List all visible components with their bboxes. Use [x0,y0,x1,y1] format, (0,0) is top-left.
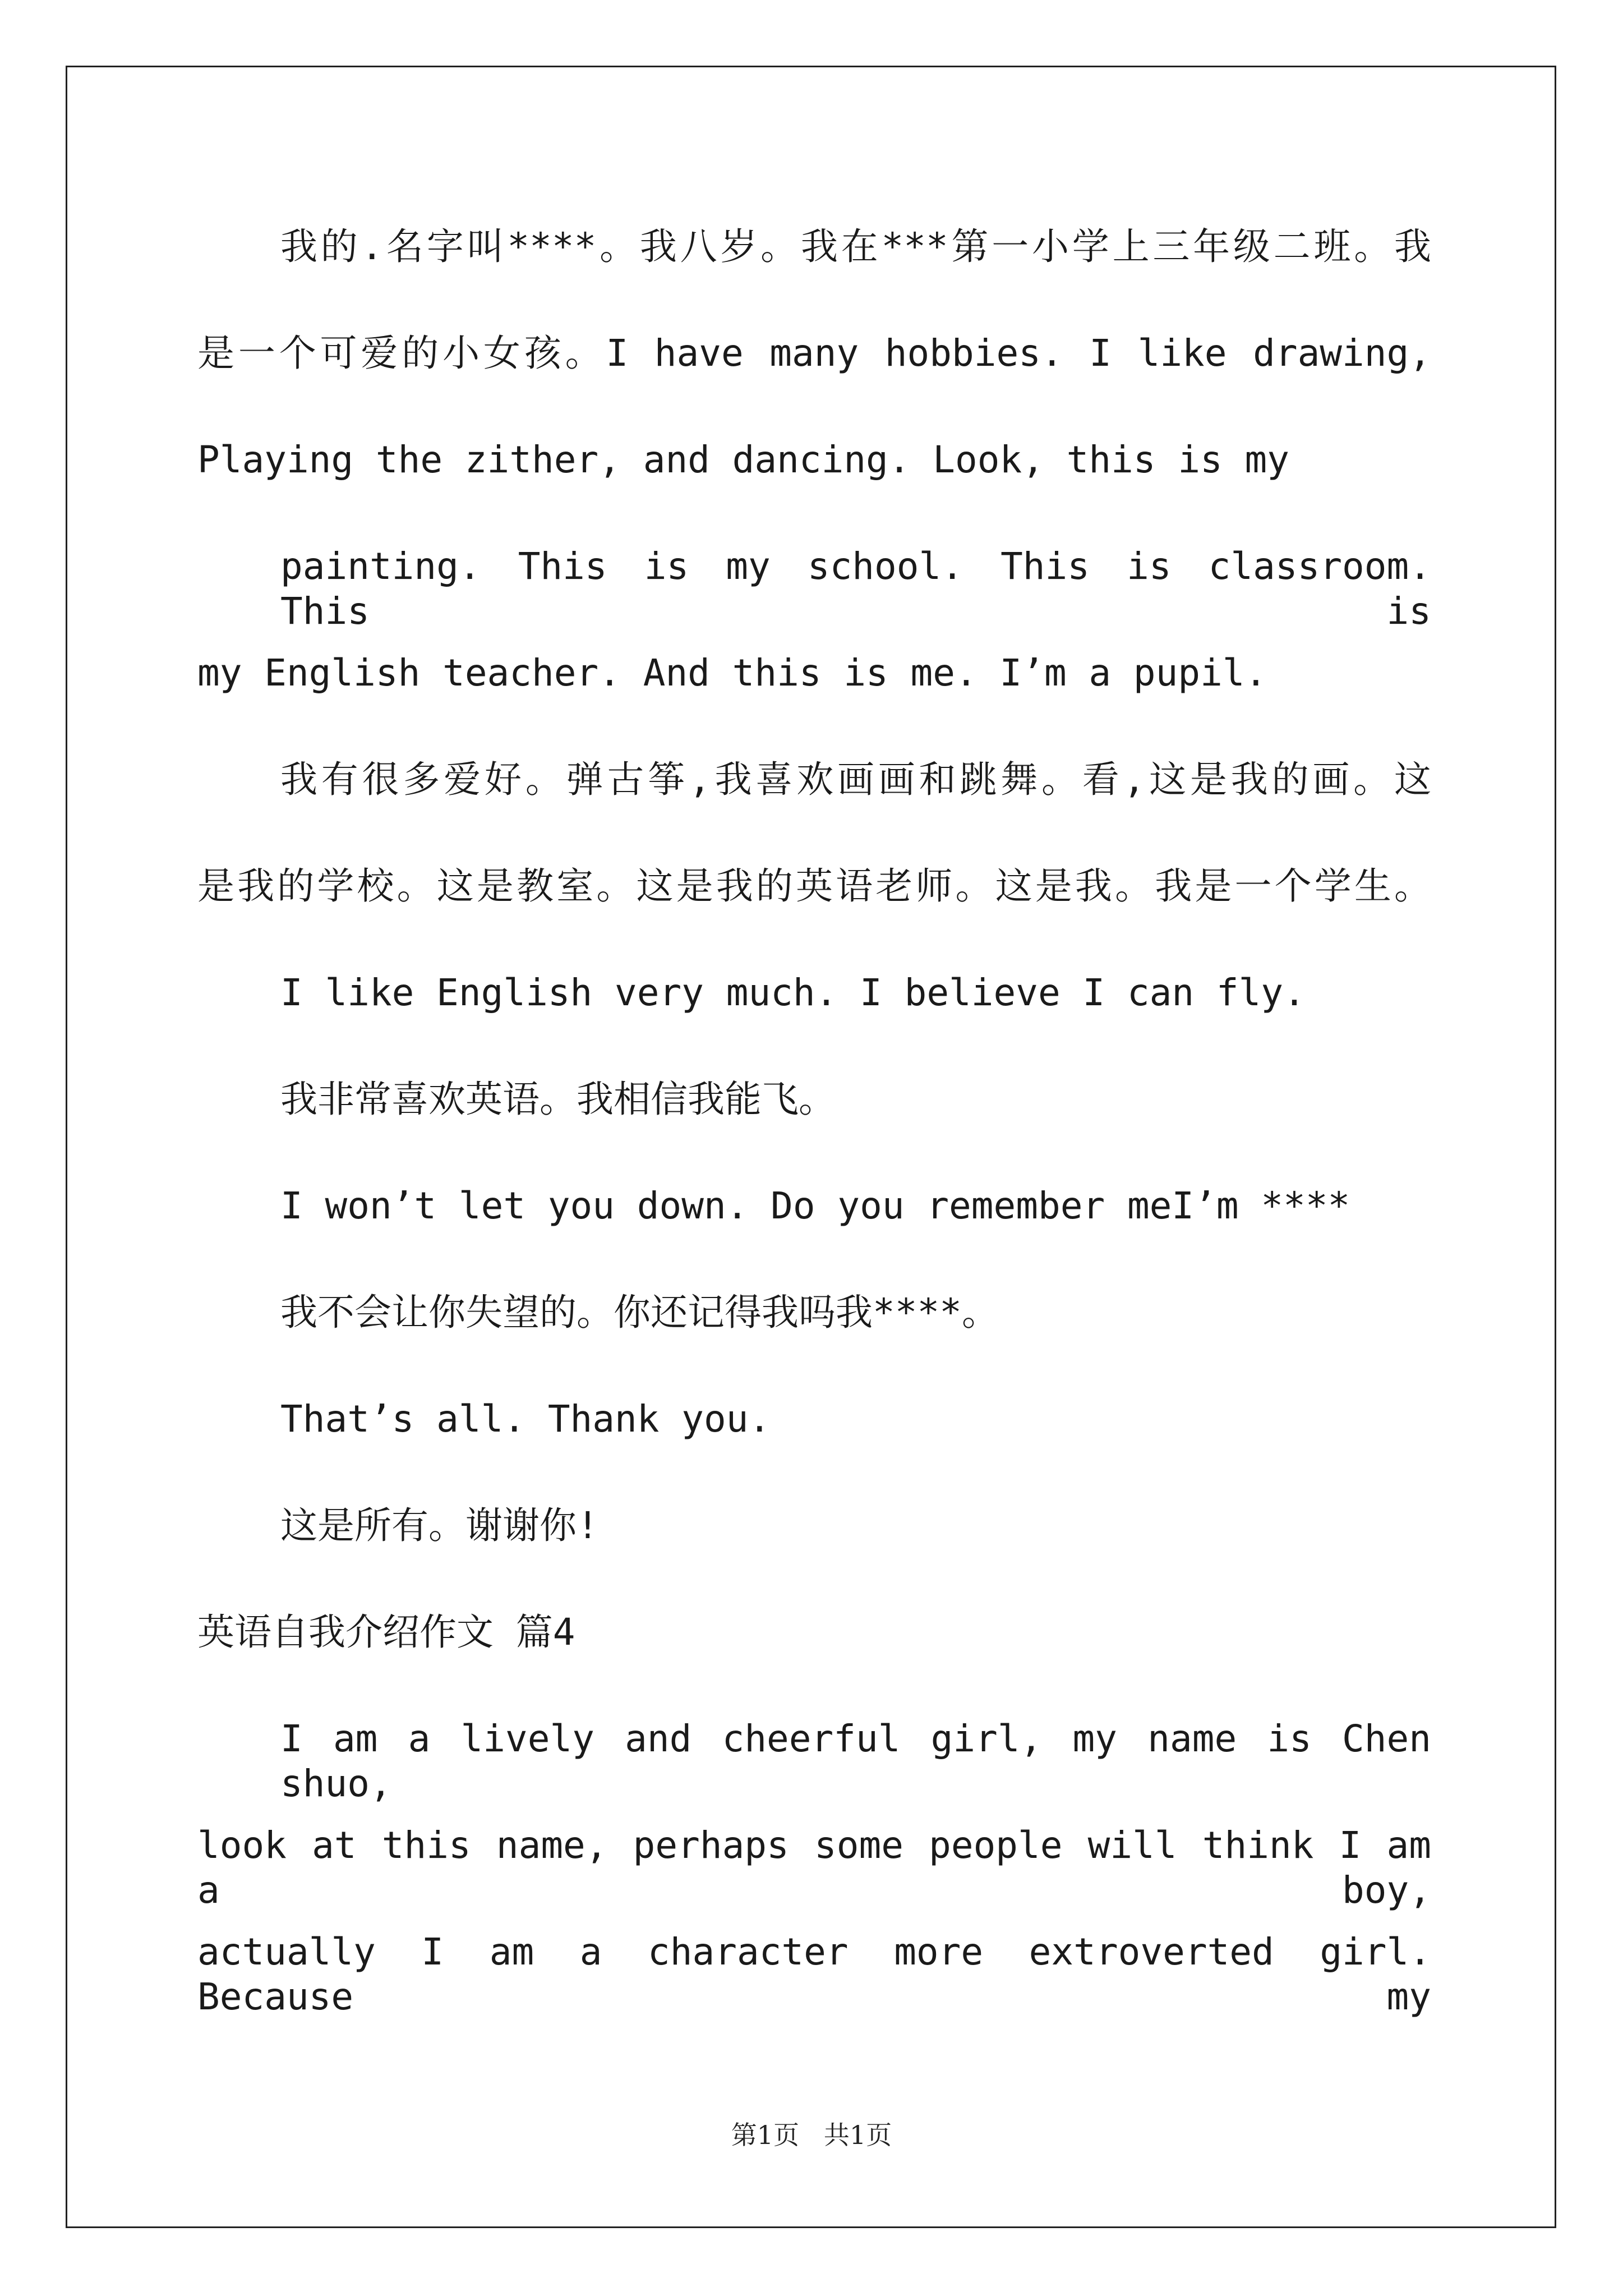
paragraph-line: actually I am a character more extroverted girl. Because my [197,1930,1431,2018]
paragraph-line: Playing the zither, and dancing. Look, this is my [197,438,1290,481]
section-heading: 英语自我介绍作文 篇4 [197,1611,575,1654]
paragraph-line: 我的.名字叫****。我八岁。我在***第一小学上三年级二班。我 [280,225,1431,268]
paragraph-line: look at this name, perhaps some people will think I am a boy, [197,1824,1431,1912]
paragraph-line: 我有很多爱好。弹古筝,我喜欢画画和跳舞。看,这是我的画。这 [280,758,1431,801]
paragraph-line: 是一个可爱的小女孩。I have many hobbies. I like drawing, [197,332,1431,375]
paragraph-line: 我非常喜欢英语。我相信我能飞。 [280,1078,836,1121]
paragraph-line: 这是所有。谢谢你! [280,1504,599,1547]
paragraph-line: 是我的学校。这是教室。这是我的英语老师。这是我。我是一个学生。 [197,864,1431,908]
paragraph-line: my English teacher. And this is me. I’m a pupil. [197,651,1267,694]
paragraph-line: I like English very much. I believe I can fly. [280,971,1306,1014]
paragraph-line: 我不会让你失望的。你还记得我吗我****。 [280,1291,999,1334]
paragraph-line: I won’t let you down. Do you remember meI’m **** [280,1184,1350,1227]
paragraph-line: I am a lively and cheerful girl, my name is Chen shuo, [280,1717,1431,1805]
paragraph-line: painting. This is my school. This is classroom. This is [280,545,1431,633]
page-footer: 第1页 共1页 [731,2120,892,2150]
paragraph-line: That’s all. Thank you. [280,1397,771,1441]
